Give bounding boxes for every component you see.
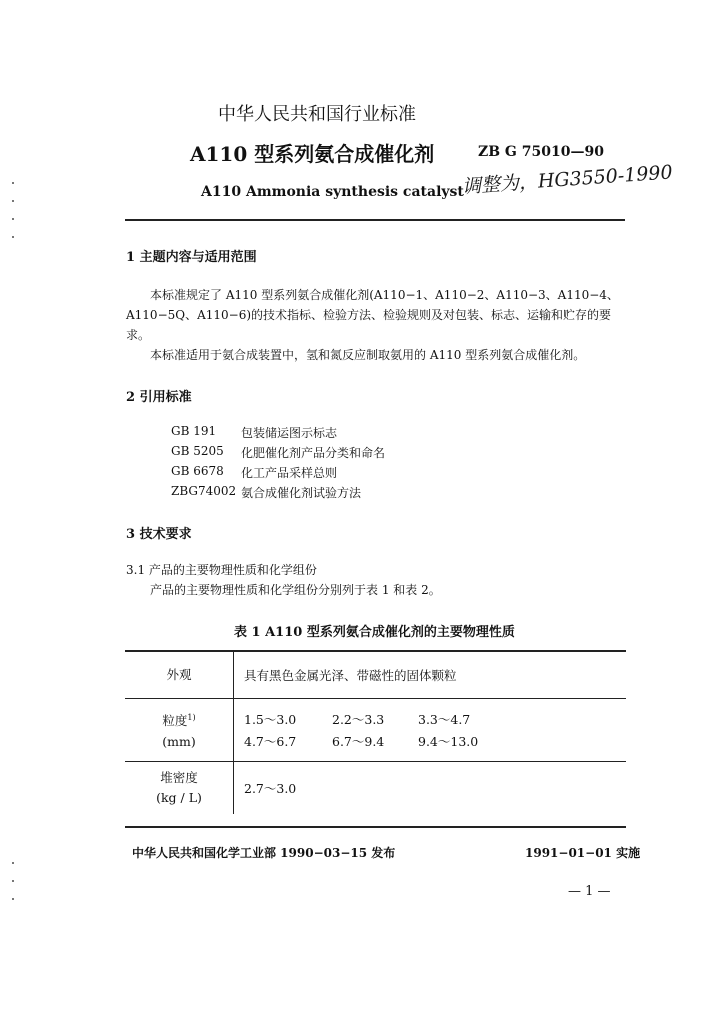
- title-cn: A110 型系列氨合成催化剂: [190, 142, 435, 166]
- appearance-label: 外观: [125, 652, 234, 699]
- table1-caption: 表 1 A110 型系列氨合成催化剂的主要物理性质: [234, 625, 515, 640]
- ref-code: GB 6678: [171, 464, 224, 478]
- bulk-density-value: 2.7～3.0: [244, 781, 297, 796]
- section3-heading: 3 技术要求: [126, 527, 192, 542]
- effective-date: 1991−01−01 实施: [525, 846, 641, 860]
- granularity-label-cell: [125, 699, 234, 762]
- scan-speck: [12, 898, 14, 900]
- granularity-value: 4.7～6.7: [244, 734, 297, 749]
- ref-title: 氨合成催化剂试验方法: [241, 486, 362, 500]
- section1-paragraph-line: 本标准规定了 A110 型系列氨合成催化剂(A110−1、A110−2、A110−3、A110−4、: [150, 288, 619, 302]
- section1-paragraph-line: 求。: [126, 328, 151, 342]
- title-en: A110 Ammonia synthesis catalyst: [201, 184, 464, 200]
- granularity-value: 3.3～4.7: [418, 712, 471, 727]
- bulk-density-label-cell: [125, 762, 234, 815]
- appearance-value: 具有黑色金属光泽、带磁性的固体颗粒: [234, 652, 627, 699]
- granularity-values-cell: [234, 699, 627, 762]
- granularity-label: 粒度: [162, 713, 188, 729]
- section3-1-text: 产品的主要物理性质和化学组份分别列于表 1 和表 2。: [150, 583, 441, 597]
- ref-title: 包装储运图示标志: [241, 426, 338, 440]
- bulk-density-unit: (kg / L): [156, 790, 202, 805]
- standard-code: ZB G 75010—90: [478, 144, 604, 160]
- ref-code: ZBG74002: [171, 484, 237, 498]
- scan-speck: [12, 880, 14, 882]
- granularity-value: 1.5～3.0: [244, 712, 297, 727]
- publisher-line: 中华人民共和国化学工业部 1990−03−15 发布: [132, 846, 396, 860]
- ref-code: GB 5205: [171, 444, 224, 458]
- table1: [125, 652, 626, 814]
- footnote-mark: 1): [187, 713, 196, 723]
- scan-speck: [12, 200, 14, 202]
- section2-heading: 2 引用标准: [126, 390, 192, 405]
- scan-speck: [12, 182, 14, 184]
- section1-scope-paragraph: 本标准适用于氨合成装置中，氢和氮反应制取氨用的 A110 型系列氨合成催化剂。: [150, 348, 586, 362]
- handwritten-note: 调整为，HG3550-1990: [461, 161, 674, 198]
- ref-code: GB 191: [171, 424, 217, 438]
- scan-speck: [12, 218, 14, 220]
- ref-title: 化肥催化剂产品分类和命名: [241, 446, 386, 460]
- table-row: [125, 762, 626, 815]
- section1-heading: 1 主题内容与适用范围: [126, 250, 257, 265]
- section1-paragraph-line: A110−5Q、A110−6)的技术指标、检验方法、检验规则及对包装、标志、运输和贮存的要: [126, 308, 612, 322]
- table-row: [125, 699, 626, 762]
- page-number: — 1 —: [568, 884, 611, 899]
- header-rule: [125, 219, 625, 221]
- granularity-unit: (mm): [162, 733, 196, 749]
- granularity-value: 2.2～3.3: [332, 712, 385, 727]
- granularity-value: 6.7～9.4: [332, 734, 385, 749]
- scan-speck: [12, 862, 14, 864]
- bulk-density-label: 堆密度: [160, 770, 198, 785]
- issuer-standard: 中华人民共和国行业标准: [218, 104, 416, 125]
- table-row: [125, 652, 626, 699]
- granularity-value: 9.4～13.0: [418, 734, 479, 749]
- scan-speck: [12, 236, 14, 238]
- ref-title: 化工产品采样总则: [241, 466, 338, 480]
- section3-1-heading: 3.1 产品的主要物理性质和化学组份: [126, 563, 317, 577]
- footer-rule: [125, 826, 626, 828]
